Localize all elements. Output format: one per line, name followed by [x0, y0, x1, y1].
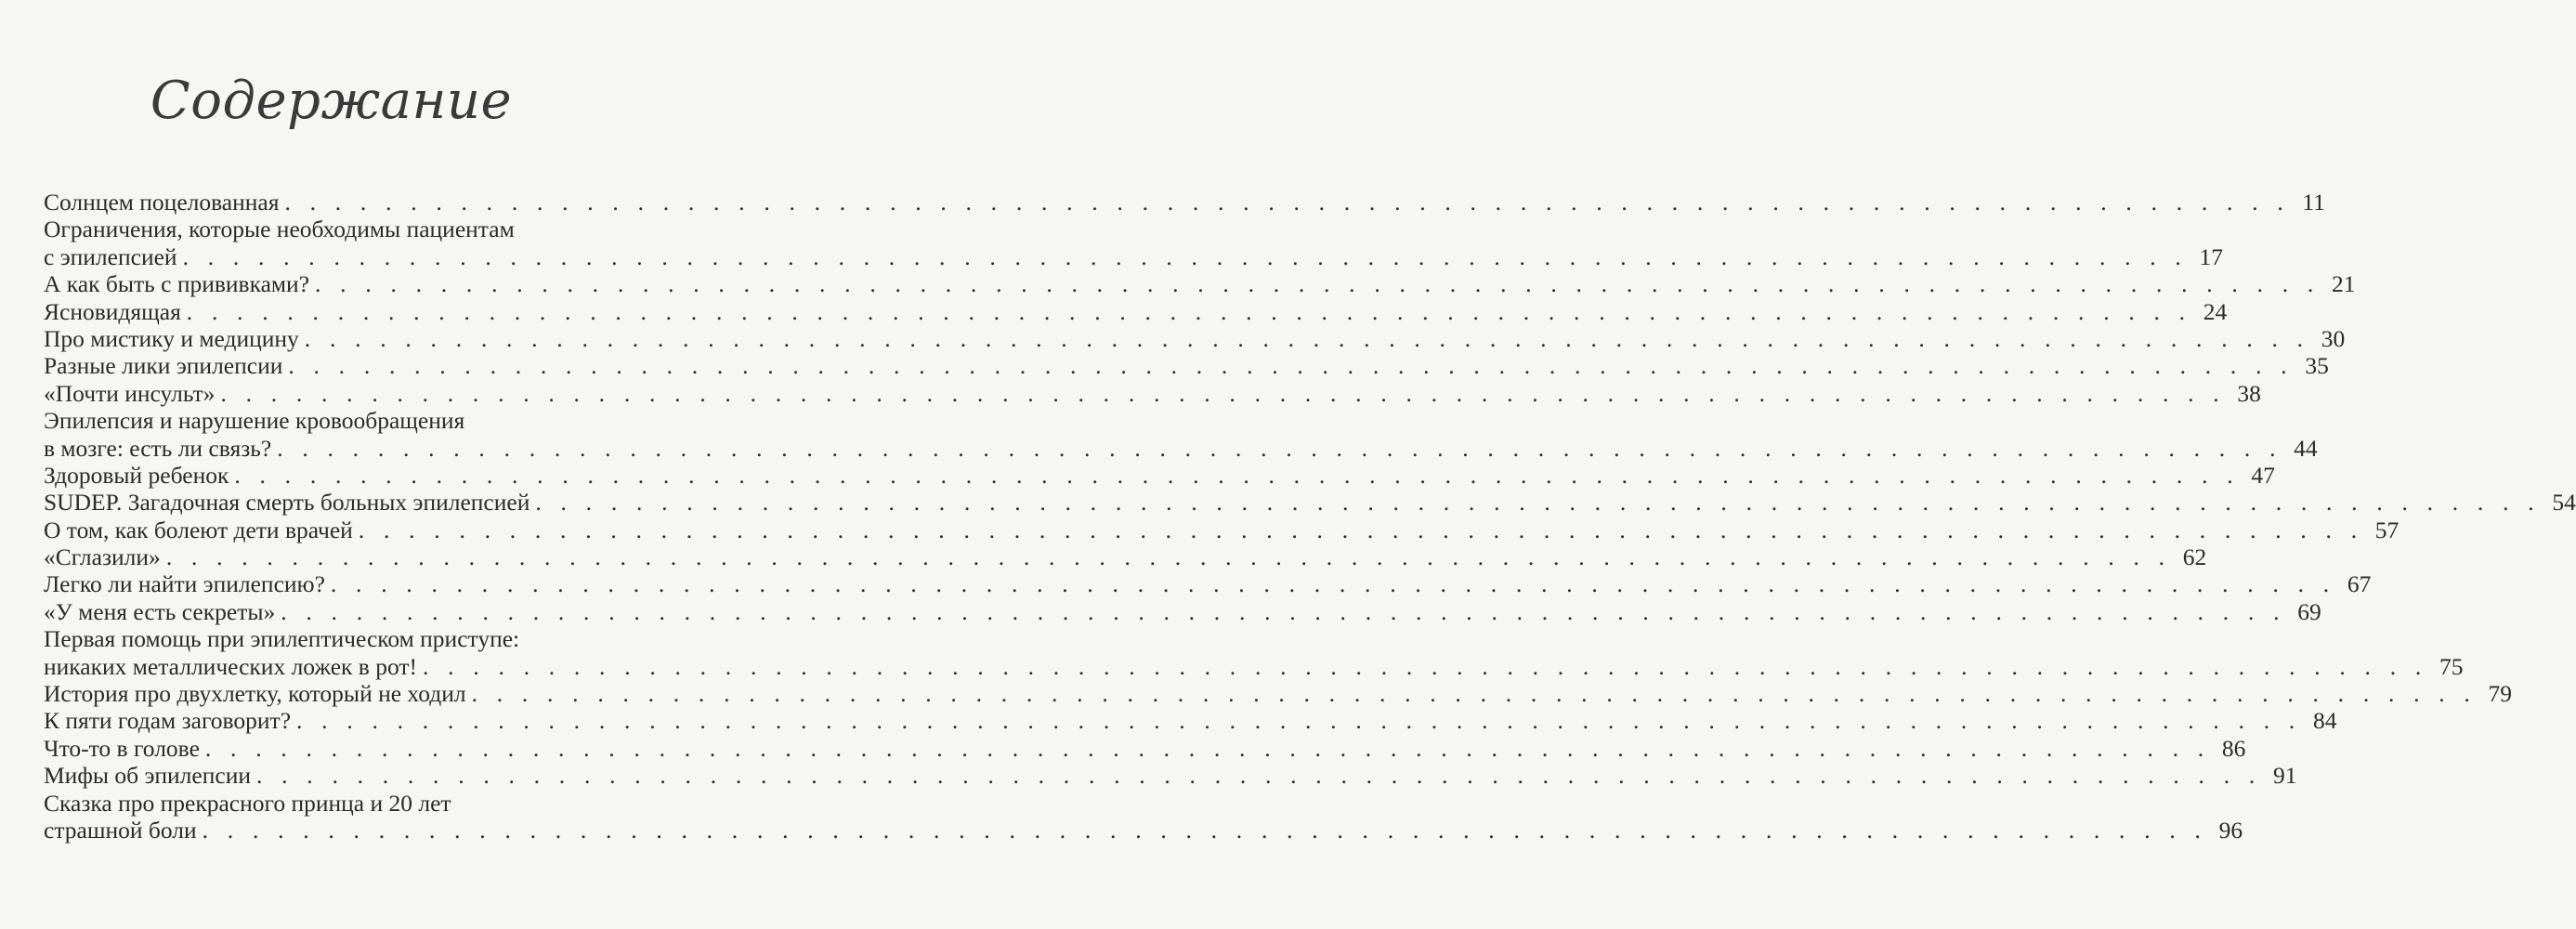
toc-entry-row	[44, 570, 2372, 598]
dot-leader: . . . . . . . . . . . . . . . . . . . . . . . . . . . . . . . . . . . . . . . . . . . . . . . . . . . . . . . . . . . . . . . . . . . . . . . . . . . . . . . .	[220, 379, 2226, 407]
toc-entry	[44, 625, 2464, 680]
dot-leader: . . . . . . . . . . . . . . . . . . . . . . . . . . . . . . . . . . . . . . . . . . . . . . . . . . . . . . . . . . . . . . . . . . . . . . . . . . . . . . . .	[296, 707, 2302, 735]
toc-page-number: 86	[2221, 734, 2246, 762]
toc-entry-title-line: Ограничения, которые необходимы пациентам	[44, 216, 515, 243]
dot-leader: . . . . . . . . . . . . . . . . . . . . . . . . . . . . . . . . . . . . . . . . . . . . . . . . . . . . . . . . . . . . . . . . . . . . . . . . . . . . . . . .	[284, 189, 2290, 216]
toc-entry-row	[44, 352, 2329, 380]
toc-page-number: 67	[2347, 570, 2372, 598]
toc-entry-title-line: Здоровый ребенок	[44, 461, 229, 489]
dot-leader: . . . . . . . . . . . . . . . . . . . . . . . . . . . . . . . . . . . . . . . . . . . . . . . . . . . . . . . . . . . . . . . . . . . . . . . . . . . . . . . .	[182, 242, 2188, 270]
toc-entry-row	[44, 242, 2223, 270]
toc-entry	[44, 570, 2372, 598]
toc-entry	[44, 216, 2223, 270]
toc-entry	[44, 734, 2246, 762]
toc-entry	[44, 270, 2356, 298]
toc-entry-row	[44, 324, 2346, 352]
dot-leader: . . . . . . . . . . . . . . . . . . . . . . . . . . . . . . . . . . . . . . . . . . . . . . . . . . . . . . . . . . . . . . . . . . . . . . . . . . . . . . . .	[304, 324, 2310, 352]
toc-entry	[44, 789, 2243, 844]
toc-entry-row	[44, 680, 2513, 708]
toc-entry-title-line: Эпилепсия и нарушение кровообращения	[44, 407, 465, 435]
toc-entry-row	[44, 270, 2356, 298]
toc-entry-row	[44, 597, 2321, 625]
toc-entry-title-line: SUDEP. Загадочная смерть больных эпилепсией	[44, 489, 530, 517]
toc-entry	[44, 324, 2346, 352]
toc-entry-title-line: «У меня есть секреты»	[44, 597, 276, 625]
toc-entry-title-line: К пяти годам заговорит?	[44, 707, 292, 735]
toc-entry-row	[44, 816, 2243, 844]
dot-leader: . . . . . . . . . . . . . . . . . . . . . . . . . . . . . . . . . . . . . . . . . . . . . . . . . . . . . . . . . . . . . . . . . . . . . . . . . . . . . . . .	[256, 762, 2262, 790]
dot-leader: . . . . . . . . . . . . . . . . . . . . . . . . . . . . . . . . . . . . . . . . . . . . . . . . . . . . . . . . . . . . . . . . . . . . . . . . . . . . . . . .	[204, 734, 2211, 762]
toc-entry-title-line: «Сглазили»	[44, 543, 161, 571]
toc-entry-title-line: страшной боли	[44, 816, 197, 844]
toc-entry-row	[44, 707, 2337, 735]
toc-entry-title-line: никаких металлических ложек в рот!	[44, 652, 417, 680]
dot-leader: . . . . . . . . . . . . . . . . . . . . . . . . . . . . . . . . . . . . . . . . . . . . . . . . . . . . . . . . . . . . . . . . . . . . . . . . . . . . . . . .	[315, 270, 2321, 298]
toc-entry-title-line: «Почти инсульт»	[44, 379, 216, 407]
toc-entry-title-line: с эпилепсией	[44, 242, 177, 270]
toc-page-number: 24	[2203, 297, 2228, 325]
toc-entry-title-line: О том, как болеют дети врачей	[44, 516, 353, 543]
toc-entry-title-line: История про двухлетку, который не ходил	[44, 680, 466, 708]
toc-entry-title-line: в мозге: есть ли связь?	[44, 434, 272, 462]
toc-page-number: 91	[2272, 762, 2297, 790]
toc-page-number: 57	[2374, 516, 2399, 543]
toc-page-number: 69	[2297, 597, 2321, 625]
toc-entry	[44, 516, 2399, 543]
dot-leader: . . . . . . . . . . . . . . . . . . . . . . . . . . . . . . . . . . . . . . . . . . . . . . . . . . . . . . . . . . . . . . . . . . . . . . . . . . . . . . . .	[358, 516, 2364, 543]
dot-leader: . . . . . . . . . . . . . . . . . . . . . . . . . . . . . . . . . . . . . . . . . . . . . . . . . . . . . . . . . . . . . . . . . . . . . . . . . . . . . . . .	[277, 434, 2282, 462]
toc-page-number: 79	[2488, 680, 2513, 708]
toc-page-number: 47	[2251, 461, 2275, 489]
toc-entry	[44, 189, 2325, 216]
toc-entry-row	[44, 516, 2399, 543]
toc-entry-title-line: Про мистику и медицину	[44, 324, 299, 352]
toc-page-number: 44	[2294, 434, 2318, 462]
toc-entry-title-line: Сказка про прекрасного принца и 20 лет	[44, 789, 451, 817]
dot-leader: . . . . . . . . . . . . . . . . . . . . . . . . . . . . . . . . . . . . . . . . . . . . . . . . . . . . . . . . . . . . . . . . . . . . . . . . . . . . . . . .	[471, 680, 2478, 708]
toc-entry-title-line: Ясновидящая	[44, 297, 181, 325]
toc-page-number: 17	[2199, 242, 2223, 270]
toc-entry	[44, 489, 2576, 517]
toc-entry-row	[44, 189, 2325, 216]
dot-leader: . . . . . . . . . . . . . . . . . . . . . . . . . . . . . . . . . . . . . . . . . . . . . . . . . . . . . . . . . . . . . . . . . . . . . . . . . . . . . . . .	[281, 597, 2286, 625]
toc-entry-row	[44, 379, 2261, 407]
dot-leader: . . . . . . . . . . . . . . . . . . . . . . . . . . . . . . . . . . . . . . . . . . . . . . . . . . . . . . . . . . . . . . . . . . . . . . . . . . . . . . . .	[423, 652, 2428, 680]
toc-entry-row	[44, 543, 2207, 571]
toc-entry-row	[44, 734, 2246, 762]
page-title: Содержание	[150, 71, 513, 131]
table-of-contents	[44, 189, 2576, 844]
dot-leader: . . . . . . . . . . . . . . . . . . . . . . . . . . . . . . . . . . . . . . . . . . . . . . . . . . . . . . . . . . . . . . . . . . . . . . . . . . . . . . . .	[330, 570, 2336, 598]
toc-entry	[44, 707, 2337, 735]
toc-entry	[44, 407, 2318, 462]
dot-leader: . . . . . . . . . . . . . . . . . . . . . . . . . . . . . . . . . . . . . . . . . . . . . . . . . . . . . . . . . . . . . . . . . . . . . . . . . . . . . . . .	[535, 489, 2541, 517]
toc-entry	[44, 543, 2207, 571]
toc-entry-title-line: Легко ли найти эпилепсию?	[44, 570, 325, 598]
toc-page-number: 75	[2439, 652, 2464, 680]
toc-entry	[44, 352, 2329, 380]
toc-page-number: 84	[2312, 707, 2337, 735]
toc-entry-row	[44, 652, 2464, 680]
toc-entry-title-line: Что-то в голове	[44, 734, 200, 762]
toc-entry-title-line: А как быть с прививками?	[44, 270, 310, 298]
toc-entry-row	[44, 434, 2318, 462]
toc-entry-row	[44, 489, 2576, 517]
toc-entry	[44, 297, 2228, 325]
toc-entry	[44, 461, 2275, 489]
toc-entry-row	[44, 461, 2275, 489]
toc-page-number: 38	[2237, 379, 2261, 407]
toc-page-number: 54	[2552, 489, 2576, 517]
toc-entry-title-line: Солнцем поцелованная	[44, 189, 280, 216]
dot-leader: . . . . . . . . . . . . . . . . . . . . . . . . . . . . . . . . . . . . . . . . . . . . . . . . . . . . . . . . . . . . . . . . . . . . . . . . . . . . . . . .	[186, 297, 2192, 325]
toc-page-number: 96	[2218, 816, 2243, 844]
toc-entry	[44, 762, 2297, 790]
toc-entry	[44, 379, 2261, 407]
toc-entry-row	[44, 297, 2228, 325]
toc-entry-title-line: Первая помощь при эпилептическом приступе:	[44, 625, 520, 653]
toc-page-number: 35	[2305, 352, 2329, 380]
toc-entry-row	[44, 762, 2297, 790]
toc-page-number: 30	[2321, 324, 2346, 352]
toc-entry-title-line: Разные лики эпилепсии	[44, 352, 283, 380]
dot-leader: . . . . . . . . . . . . . . . . . . . . . . . . . . . . . . . . . . . . . . . . . . . . . . . . . . . . . . . . . . . . . . . . . . . . . . . . . . . . . . . .	[288, 352, 2294, 380]
toc-page-number: 21	[2331, 270, 2356, 298]
toc-entry	[44, 680, 2513, 708]
dot-leader: . . . . . . . . . . . . . . . . . . . . . . . . . . . . . . . . . . . . . . . . . . . . . . . . . . . . . . . . . . . . . . . . . . . . . . . . . . . . . . . .	[165, 543, 2172, 571]
toc-page-number: 62	[2182, 543, 2207, 571]
dot-leader: . . . . . . . . . . . . . . . . . . . . . . . . . . . . . . . . . . . . . . . . . . . . . . . . . . . . . . . . . . . . . . . . . . . . . . . . . . . . . . . .	[202, 816, 2208, 844]
dot-leader: . . . . . . . . . . . . . . . . . . . . . . . . . . . . . . . . . . . . . . . . . . . . . . . . . . . . . . . . . . . . . . . . . . . . . . . . . . . . . . . .	[234, 461, 2240, 489]
toc-entry-title-line: Мифы об эпилепсии	[44, 762, 251, 790]
toc-entry	[44, 597, 2321, 625]
toc-page-number: 11	[2302, 189, 2325, 216]
